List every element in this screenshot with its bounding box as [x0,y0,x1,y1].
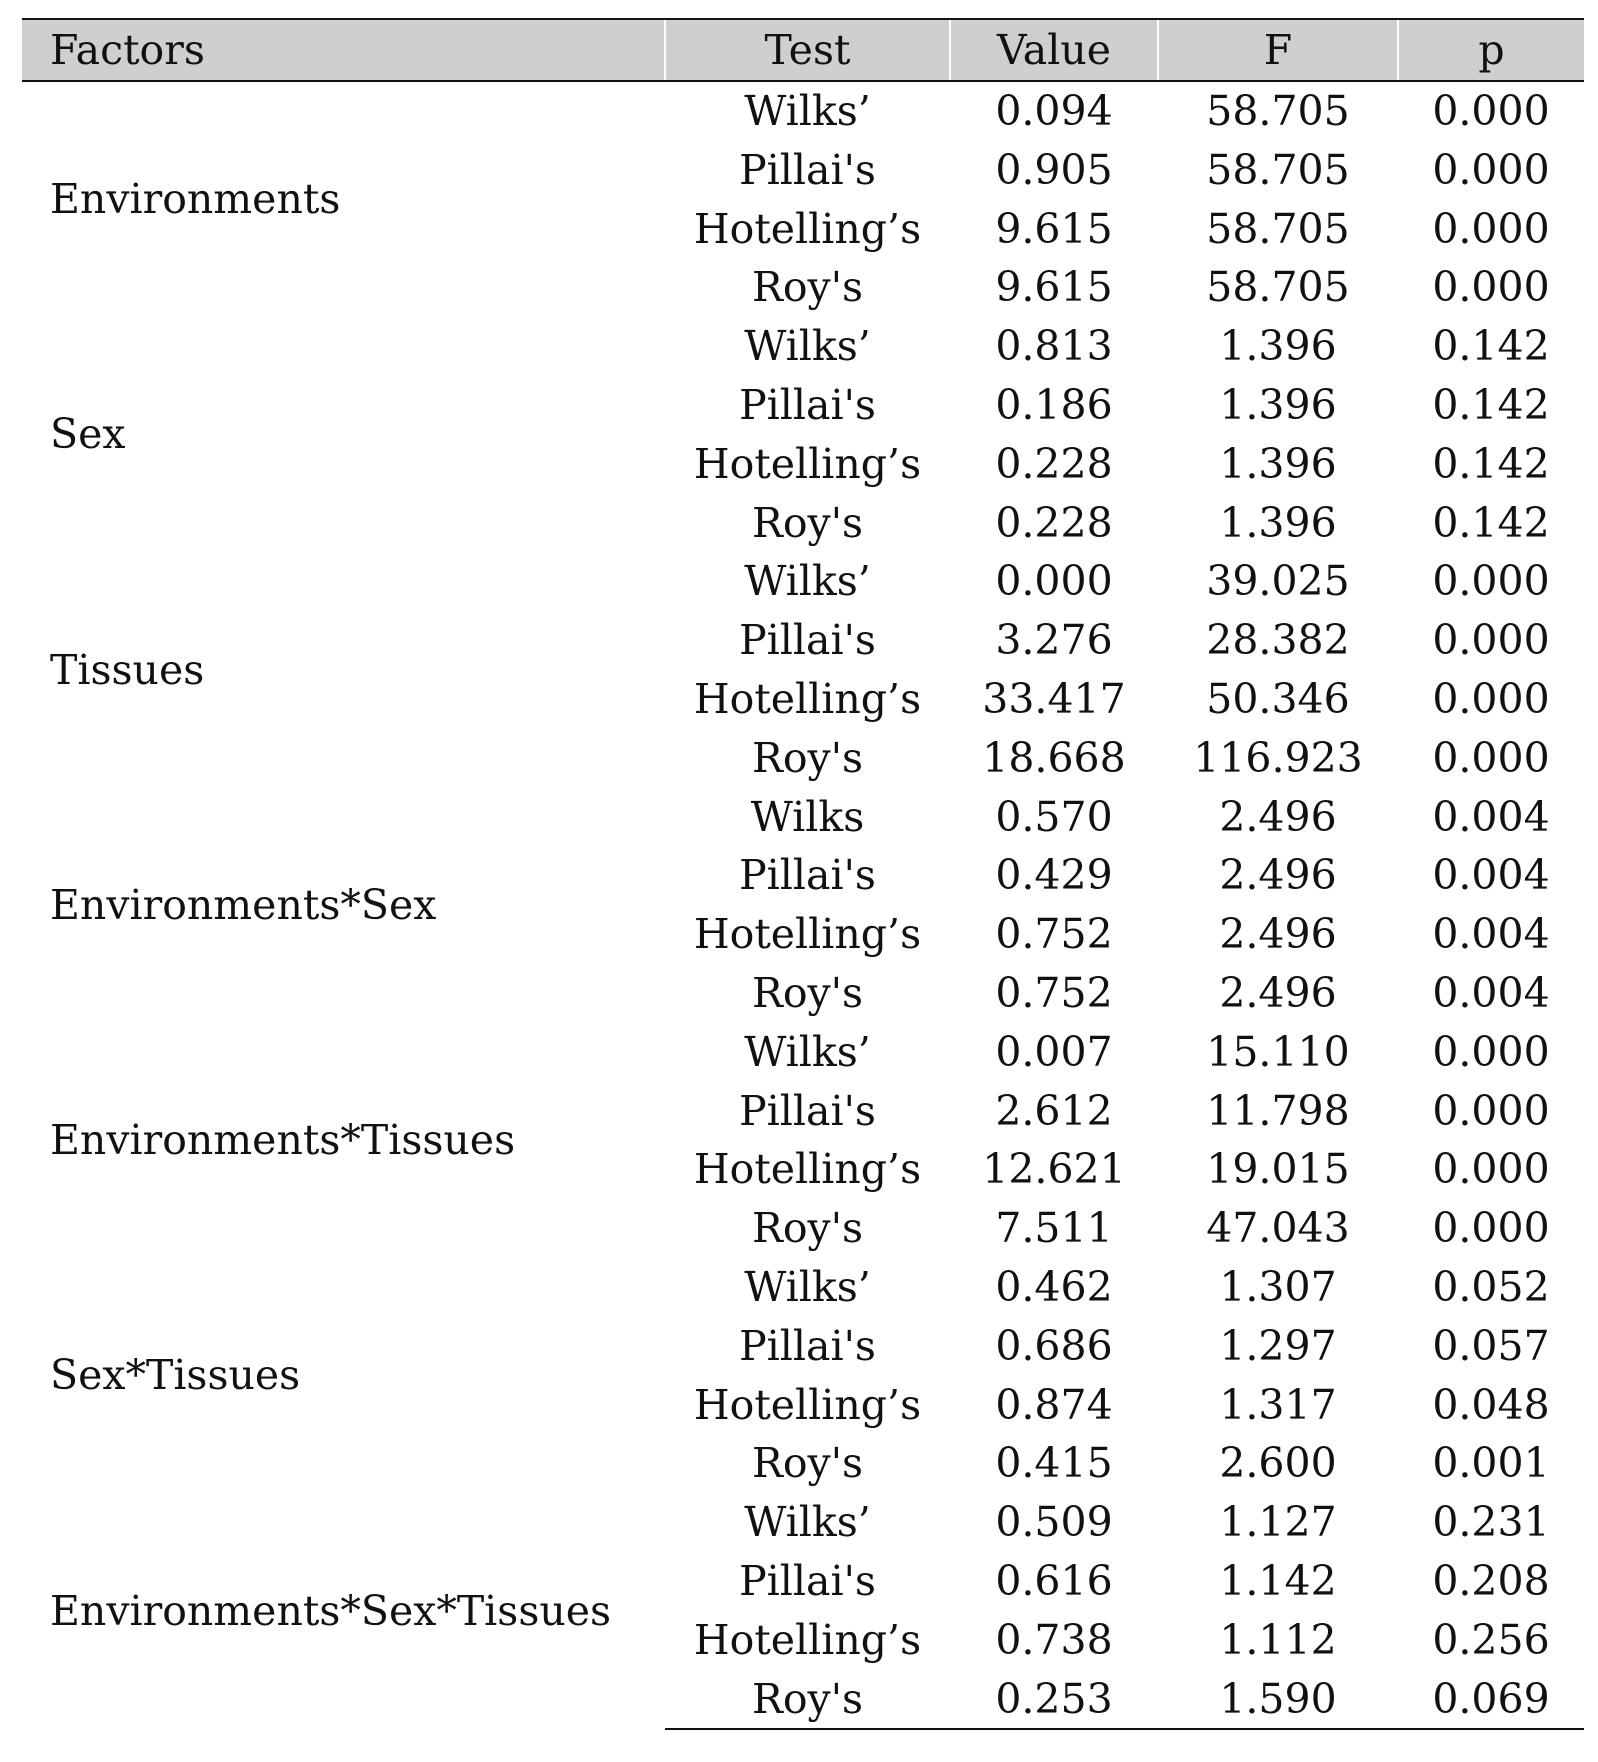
p-cell: 0.142 [1432,322,1550,371]
table-row [22,1258,1584,1317]
p-cell: 0.142 [1432,439,1550,488]
test-cell: Hotelling’s [693,1380,922,1429]
value-cell: 0.186 [995,380,1113,429]
value-cell: 0.813 [995,322,1113,371]
value-cell: 0.429 [995,851,1113,900]
test-cell: Pillai's [739,1086,876,1135]
value-cell: 18.668 [982,733,1126,782]
p-cell: 0.057 [1432,1321,1550,1370]
f-cell: 58.705 [1206,263,1350,312]
value-cell: 0.686 [995,1321,1113,1370]
value-cell: 0.094 [995,87,1113,135]
value-cell: 0.000 [995,557,1113,606]
test-cell: Roy's [751,263,864,312]
p-cell: 0.048 [1432,1380,1550,1429]
test-cell: Roy's [751,733,864,782]
test-cell: Wilks’ [744,87,871,135]
value-cell: 7.511 [995,1204,1113,1253]
p-cell: 0.000 [1432,1145,1550,1194]
f-cell: 2.496 [1219,910,1337,959]
value-cell: 0.253 [950,1670,1158,1730]
test-cell: Wilks [750,792,865,841]
p-cell: 0.000 [1432,557,1550,606]
f-cell: 39.025 [1206,557,1350,606]
value-cell: 2.612 [995,1086,1113,1135]
header-f: F [1158,19,1398,81]
p-cell: 0.256 [1432,1615,1550,1664]
f-cell: 1.307 [1219,1262,1337,1311]
p-cell: 0.052 [1432,1262,1550,1311]
p-cell: 0.000 [1432,733,1550,782]
table-header [22,19,1584,81]
table-row [22,317,1584,376]
test-cell: Wilks’ [744,1027,871,1076]
factor-cell: Tissues [50,645,205,694]
p-cell: 0.000 [1432,1086,1550,1135]
test-cell: Wilks’ [744,322,871,371]
test-cell: Pillai's [739,851,876,900]
p-cell: 0.142 [1432,380,1550,429]
f-cell: 47.043 [1206,1204,1350,1253]
f-cell: 1.396 [1219,439,1337,488]
f-cell: 58.705 [1206,204,1350,253]
f-cell: 2.496 [1219,792,1337,841]
test-cell: Wilks’ [744,557,871,606]
header-factors: Factors [22,19,665,81]
factor-cell: Environments*Tissues [50,1115,516,1164]
test-cell: Hotelling’s [693,1615,922,1664]
p-cell: 0.000 [1432,87,1550,135]
statistics-table [22,18,1584,1730]
test-cell: Pillai's [739,380,876,429]
f-cell: 58.705 [1206,87,1350,135]
value-cell: 0.415 [995,1439,1113,1488]
test-cell: Roy's [751,1439,864,1488]
value-cell: 0.752 [995,910,1113,959]
table-row [22,1023,1584,1082]
value-cell: 0.007 [995,1027,1113,1076]
factor-cell: Environments*Sex*Tissues [50,1586,612,1635]
f-cell: 1.297 [1219,1321,1337,1370]
factor-cell: Sex*Tissues [50,1351,301,1400]
p-cell: 0.069 [1398,1670,1584,1730]
value-cell: 9.615 [995,263,1113,312]
f-cell: 116.923 [1193,733,1363,782]
p-cell: 0.000 [1432,263,1550,312]
value-cell: 0.738 [995,1615,1113,1664]
test-cell: Roy's [665,1670,950,1730]
f-cell: 2.600 [1219,1439,1337,1488]
value-cell: 12.621 [982,1145,1126,1194]
test-cell: Roy's [751,498,864,547]
test-cell: Pillai's [739,616,876,665]
test-cell: Pillai's [739,1321,876,1370]
header-row [22,19,1584,81]
test-cell: Roy's [751,968,864,1017]
f-cell: 28.382 [1206,616,1350,665]
header-value: Value [950,19,1158,81]
f-cell: 11.798 [1206,1086,1350,1135]
value-cell: 0.874 [995,1380,1113,1429]
test-cell: Roy's [751,1204,864,1253]
test-cell: Wilks’ [744,1498,871,1547]
value-cell: 0.616 [995,1556,1113,1605]
value-cell: 0.752 [995,968,1113,1017]
test-cell: Hotelling’s [693,204,922,253]
f-cell: 1.142 [1219,1556,1337,1605]
p-cell: 0.000 [1432,1204,1550,1253]
value-cell: 3.276 [995,616,1113,665]
test-cell: Hotelling’s [693,674,922,723]
p-cell: 0.000 [1432,616,1550,665]
header-test: Test [665,19,950,81]
value-cell: 0.509 [995,1498,1113,1547]
p-cell: 0.001 [1432,1439,1550,1488]
test-cell: Hotelling’s [693,439,922,488]
f-cell: 1.396 [1219,322,1337,371]
value-cell: 33.417 [982,674,1126,723]
test-cell: Hotelling’s [693,910,922,959]
p-cell: 0.004 [1432,851,1550,900]
p-cell: 0.000 [1432,674,1550,723]
f-cell: 2.496 [1219,968,1337,1017]
factor-cell: Sex [50,410,126,459]
table-body [22,81,1584,1729]
table-row [22,81,1584,141]
table-row [22,552,1584,611]
f-cell: 1.112 [1219,1615,1337,1664]
factor-cell: Environments [50,175,341,224]
p-cell: 0.004 [1432,792,1550,841]
table-row [22,1493,1584,1552]
test-cell: Wilks’ [744,1262,871,1311]
value-cell: 0.905 [995,145,1113,194]
f-cell: 58.705 [1206,145,1350,194]
test-cell: Pillai's [739,1556,876,1605]
value-cell: 9.615 [995,204,1113,253]
p-cell: 0.000 [1432,204,1550,253]
p-cell: 0.208 [1432,1556,1550,1605]
value-cell: 0.462 [995,1262,1113,1311]
p-cell: 0.004 [1432,910,1550,959]
f-cell: 15.110 [1206,1027,1350,1076]
value-cell: 0.228 [995,439,1113,488]
f-cell: 1.127 [1219,1498,1337,1547]
f-cell: 1.317 [1219,1380,1337,1429]
test-cell: Hotelling’s [693,1145,922,1194]
p-cell: 0.000 [1432,1027,1550,1076]
factor-cell: Environments*Sex [50,880,437,929]
p-cell: 0.000 [1432,145,1550,194]
f-cell: 1.396 [1219,380,1337,429]
p-cell: 0.004 [1432,968,1550,1017]
value-cell: 0.228 [995,498,1113,547]
test-cell: Pillai's [739,145,876,194]
f-cell: 19.015 [1206,1145,1350,1194]
f-cell: 50.346 [1206,674,1350,723]
p-cell: 0.142 [1432,498,1550,547]
table-row [22,788,1584,847]
header-p: p [1398,19,1584,81]
f-cell: 2.496 [1219,851,1337,900]
f-cell: 1.590 [1158,1670,1398,1730]
value-cell: 0.570 [995,792,1113,841]
f-cell: 1.396 [1219,498,1337,547]
p-cell: 0.231 [1432,1498,1550,1547]
